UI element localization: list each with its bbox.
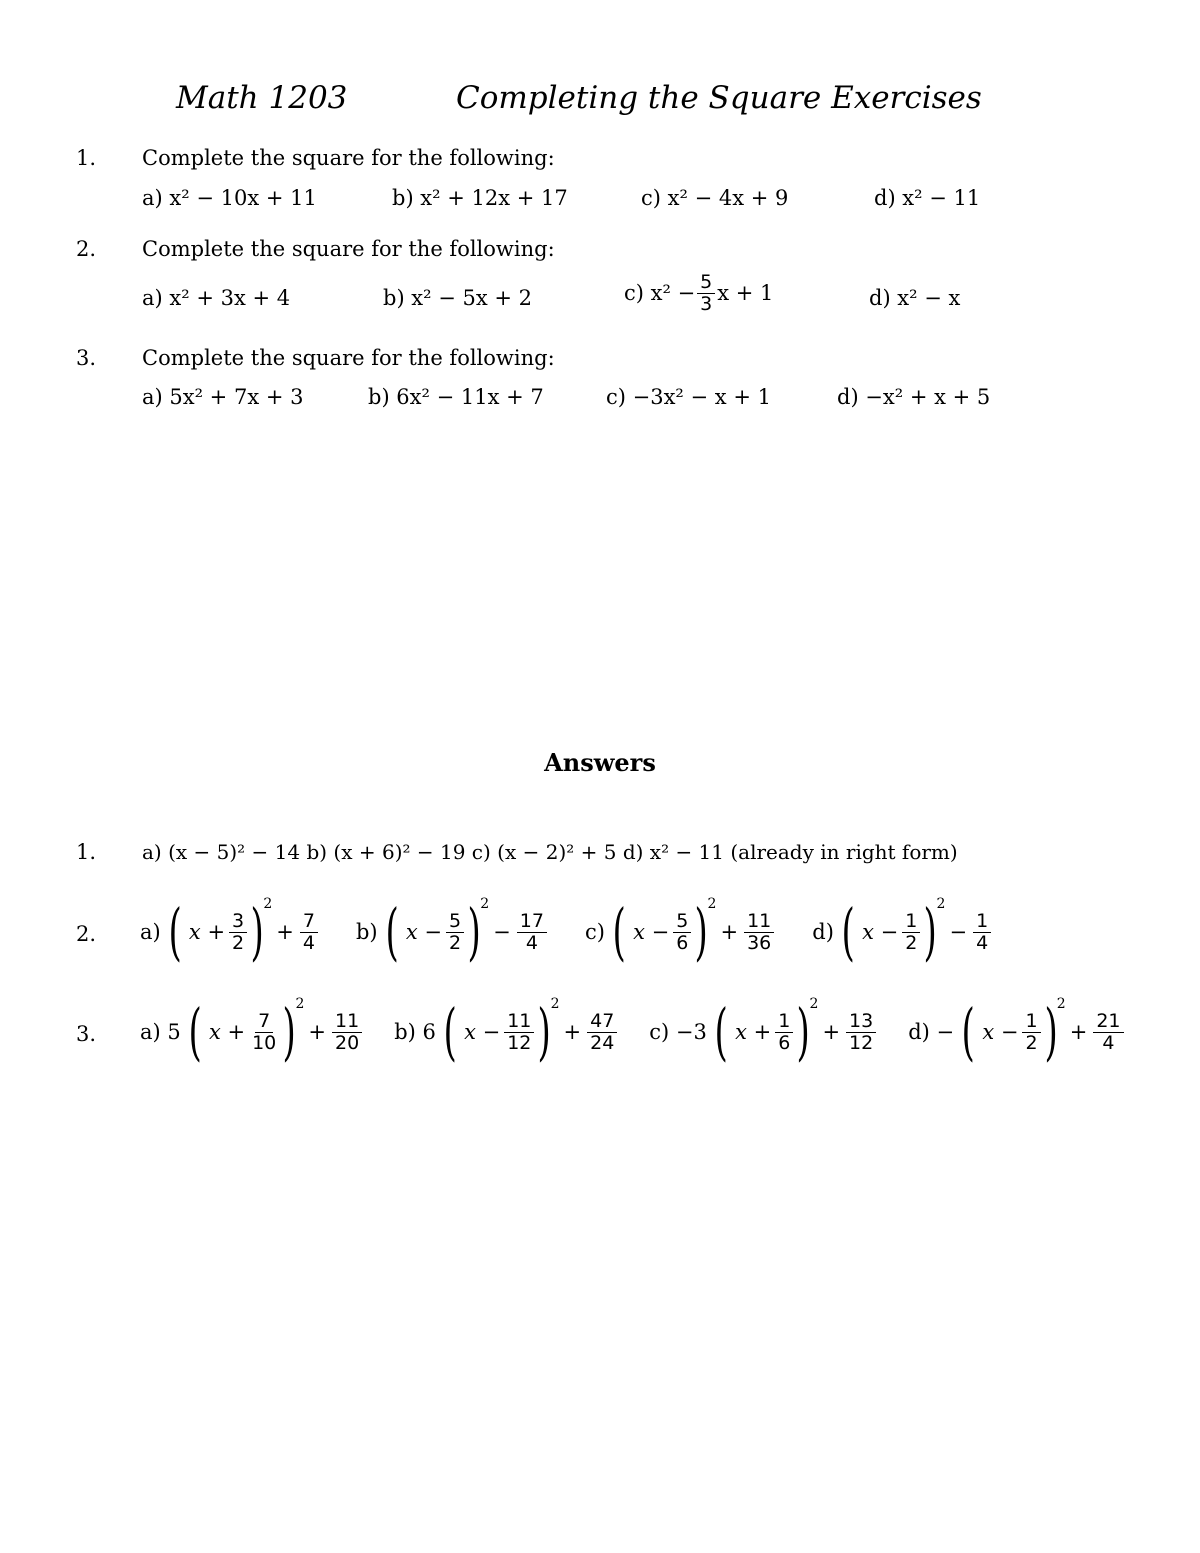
answer-part: [394, 995, 619, 1068]
exercise-prompt: Complete the square for the following:: [142, 237, 555, 261]
denominator: 12: [849, 1031, 874, 1054]
numerator: 5: [697, 272, 715, 294]
denominator: 4: [525, 931, 538, 954]
fraction: [902, 911, 920, 953]
left-paren: (: [168, 895, 182, 968]
exponent: 2: [480, 896, 490, 912]
numerator: 1: [973, 911, 991, 933]
exercise-prompt: Complete the square for the following:: [142, 146, 555, 170]
fraction: [973, 911, 991, 953]
operator: +: [720, 920, 739, 944]
fraction: [300, 911, 318, 953]
numerator: 3: [229, 911, 247, 933]
numerator: 1: [775, 1011, 793, 1033]
answer-part: [649, 995, 878, 1068]
fraction: [775, 1011, 793, 1053]
left-paren: (: [443, 995, 457, 1068]
right-paren: ): [694, 895, 709, 968]
denominator: 10: [252, 1031, 277, 1054]
inner-term: x +: [735, 1020, 772, 1044]
exponent: 2: [1056, 996, 1066, 1012]
inner-term: x −: [633, 920, 670, 944]
inner-term: x +: [208, 1020, 246, 1044]
numerator: 17: [517, 911, 547, 933]
exponent: 2: [550, 996, 560, 1012]
exercise-item: b) x² − 5x + 2: [383, 286, 533, 310]
answer-label: b) 6: [394, 1020, 436, 1044]
answer-label: a): [140, 920, 161, 944]
left-paren: (: [961, 995, 975, 1068]
answer-part: [908, 995, 1125, 1068]
left-paren: (: [612, 895, 626, 968]
denominator: 2: [448, 931, 462, 954]
numerator: 47: [587, 1011, 617, 1033]
right-paren: ): [282, 995, 297, 1068]
right-paren: ): [796, 995, 811, 1068]
fraction: [229, 911, 247, 953]
numerator: 1: [1022, 1011, 1040, 1033]
exercise-number: 2.: [76, 237, 97, 261]
fraction: [446, 911, 464, 953]
fraction: [1093, 1011, 1123, 1053]
right-paren: ): [250, 895, 264, 968]
numerator: 5: [673, 911, 691, 933]
left-paren: (: [714, 995, 728, 1068]
denominator: 4: [1102, 1031, 1115, 1054]
numerator: 11: [504, 1011, 534, 1033]
course-title: Math 1203: [176, 80, 348, 116]
operator: −: [949, 920, 968, 944]
operator: +: [308, 1020, 326, 1044]
exercise-item: d) x² − x: [869, 286, 961, 310]
fraction: [846, 1011, 876, 1053]
left-paren: (: [385, 895, 399, 968]
denominator: 2: [1025, 1031, 1038, 1054]
operator: +: [1069, 1020, 1088, 1044]
numerator: 21: [1093, 1011, 1123, 1033]
fraction: [744, 911, 774, 953]
inner-term: x −: [405, 920, 442, 944]
denominator: 4: [976, 931, 989, 954]
exercise-item: d) −x² + x + 5: [837, 385, 991, 409]
numerator: 11: [332, 1011, 362, 1033]
answer-part: [355, 895, 549, 968]
denominator: 3: [700, 292, 713, 315]
answer-line: a) (x − 5)² − 14 b) (x + 6)² − 19 c) (x − 2)² + 5 d) x² − 11 (already in right form): [142, 840, 958, 864]
answer-number: 3.: [76, 1022, 97, 1046]
numerator: 7: [255, 1011, 273, 1033]
operator: +: [563, 1020, 582, 1044]
denominator: 4: [302, 931, 315, 954]
answer-label: d) −: [908, 1020, 955, 1044]
operator: +: [276, 920, 294, 944]
inner-term: x −: [464, 1020, 501, 1044]
exponent: 2: [295, 996, 305, 1012]
answer-line: [140, 892, 993, 972]
answer-line: [140, 992, 1126, 1072]
exponent: 2: [263, 896, 273, 912]
answer-part: [584, 895, 776, 968]
answer-part: [140, 895, 320, 968]
right-paren: ): [467, 895, 481, 968]
right-paren: ): [923, 895, 938, 968]
fraction: [673, 911, 691, 953]
left-paren: (: [188, 995, 202, 1068]
answer-number: 2.: [76, 922, 97, 946]
exercise-item: b) 6x² − 11x + 7: [368, 385, 544, 409]
denominator: 6: [676, 931, 689, 954]
numerator: 1: [902, 911, 920, 933]
exercise-item: a) x² − 10x + 11: [142, 186, 317, 210]
exercise-item: a) x² + 3x + 4: [142, 286, 291, 310]
exponent: 2: [707, 896, 717, 912]
denominator: 12: [507, 1031, 532, 1054]
denominator: 6: [778, 1031, 791, 1054]
answer-label: b): [355, 920, 378, 944]
fraction: [587, 1011, 617, 1053]
page-title: Completing the Square Exercises: [456, 80, 982, 116]
fraction: [249, 1011, 279, 1053]
denominator: 36: [747, 931, 772, 954]
fraction: [1022, 1011, 1040, 1053]
numerator: 5: [446, 911, 464, 933]
exercise-number: 1.: [76, 146, 97, 170]
fraction: [504, 1011, 534, 1053]
exercise-item: c) x² − 4x + 9: [641, 186, 789, 210]
inner-term: x +: [188, 920, 226, 944]
denominator: 2: [232, 931, 245, 954]
answer-number: 1.: [76, 840, 97, 864]
right-paren: ): [537, 995, 552, 1068]
exercise-number: 3.: [76, 346, 97, 370]
numerator: 13: [846, 1011, 876, 1033]
exercise-item: b) x² + 12x + 17: [392, 186, 568, 210]
denominator: 2: [905, 931, 918, 954]
inner-term: x −: [862, 920, 899, 944]
exercise-item: d) x² − 11: [874, 186, 981, 210]
exercise-prompt: Complete the square for the following:: [142, 346, 555, 370]
exponent: 2: [809, 996, 819, 1012]
fraction: [517, 911, 547, 953]
exercise-item: a) 5x² + 7x + 3: [142, 385, 304, 409]
denominator: 24: [590, 1031, 615, 1054]
left-paren: (: [841, 895, 855, 968]
denominator: 20: [335, 1031, 360, 1054]
operator: +: [822, 1020, 841, 1044]
numerator: 11: [744, 911, 774, 933]
answer-part: [812, 895, 993, 968]
answer-part: [140, 995, 364, 1068]
exercise-item: [624, 272, 773, 314]
answer-label: c): [584, 920, 605, 944]
answer-label: d): [812, 920, 834, 944]
fraction: [697, 272, 715, 314]
fraction: [332, 1011, 362, 1053]
expression-part: x + 1: [717, 281, 774, 306]
answer-label: a) 5: [140, 1020, 181, 1044]
answer-label: c) −3: [649, 1020, 707, 1044]
exponent: 2: [936, 896, 946, 912]
inner-term: x −: [982, 1020, 1019, 1044]
right-paren: ): [1044, 995, 1058, 1068]
expression-part: c) x² −: [624, 281, 696, 306]
exercise-item: c) −3x² − x + 1: [606, 385, 771, 409]
numerator: 7: [300, 911, 318, 933]
answers-heading: Answers: [544, 748, 656, 777]
operator: −: [493, 920, 511, 944]
